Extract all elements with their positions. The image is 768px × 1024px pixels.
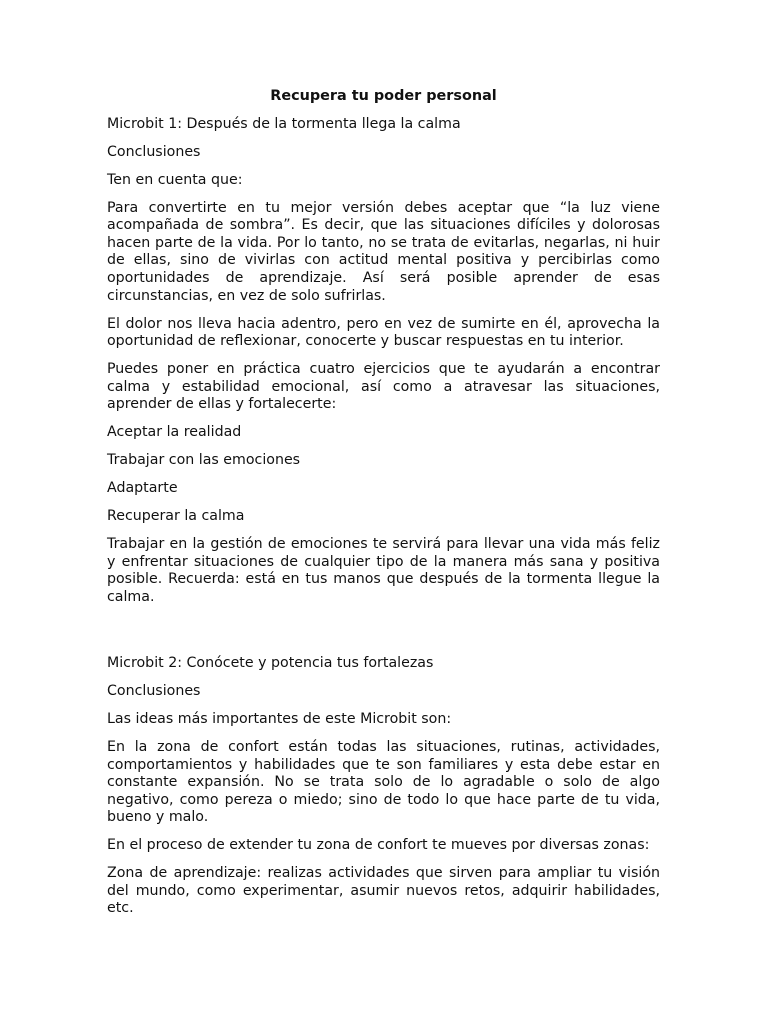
section2-paragraph-1: En la zona de confort están todas las situaciones, rutinas, actividades, comportamientos y habilidades que te son familiares y esta debe estar en constante expansión. No se trata solo de lo agradable o solo de algo negativo, como pereza o miedo; sino de todo lo que hace parte de tu vida, bueno y malo. (107, 738, 660, 826)
document-page (107, 88, 660, 928)
exercise-item: Recuperar la calma (107, 508, 245, 525)
section2-conclusiones: Conclusiones (107, 682, 201, 699)
section1-heading: Microbit 1: Después de la tormenta llega la calma (107, 115, 461, 132)
section1-paragraph-3: Puedes poner en práctica cuatro ejercicios que te ayudarán a encontrar calma y estabilidad emocional, así como a atravesar las situaciones, aprender de ellas y fortalecerte: (107, 361, 660, 413)
section1-paragraph-1: Para convertirte en tu mejor versión debes aceptar que “la luz viene acompañada de sombra”. Es decir, que las situaciones difíciles y dolorosas hacen parte de la vida. Por lo tanto, no se trata de evitarlas, negarlas, ni huir de ellas, sino de vivirlas con actitud mental positiva y percibirlas como oportunidades de aprendizaje. Así será posible aprender de esas circunstancias, en vez de solo sufrirlas. (107, 199, 660, 304)
section1-paragraph-2: El dolor nos lleva hacia adentro, pero en vez de sumirte en él, aprovecha la oportunidad de reflexionar, conocerte y buscar respuestas en tu interior. (107, 315, 660, 350)
exercise-item: Adaptarte (107, 480, 178, 497)
section-spacer (107, 617, 660, 655)
section1-conclusiones: Conclusiones (107, 143, 201, 160)
section2-paragraph-2: En el proceso de extender tu zona de confort te mueves por diversas zonas: (107, 837, 650, 854)
section2-paragraph-3: Zona de aprendizaje: realizas actividades que sirven para ampliar tu visión del mundo, como experimentar, asumir nuevos retos, adquirir habilidades, etc. (107, 865, 660, 917)
exercise-item: Trabajar con las emociones (107, 452, 301, 469)
section1-intro: Ten en cuenta que: (107, 171, 243, 188)
section2-heading: Microbit 2: Conócete y potencia tus fortalezas (107, 654, 434, 671)
document-title: Recupera tu poder personal (270, 88, 497, 104)
section2-intro: Las ideas más importantes de este Microbit son: (107, 710, 452, 727)
exercise-item: Aceptar la realidad (107, 424, 242, 441)
section1-paragraph-4: Trabajar en la gestión de emociones te servirá para llevar una vida más feliz y enfrentar situaciones de cualquier tipo de la manera más sana y positiva posible. Recuerda: está en tus manos que después de la tormenta llegue la calma. (107, 536, 660, 605)
